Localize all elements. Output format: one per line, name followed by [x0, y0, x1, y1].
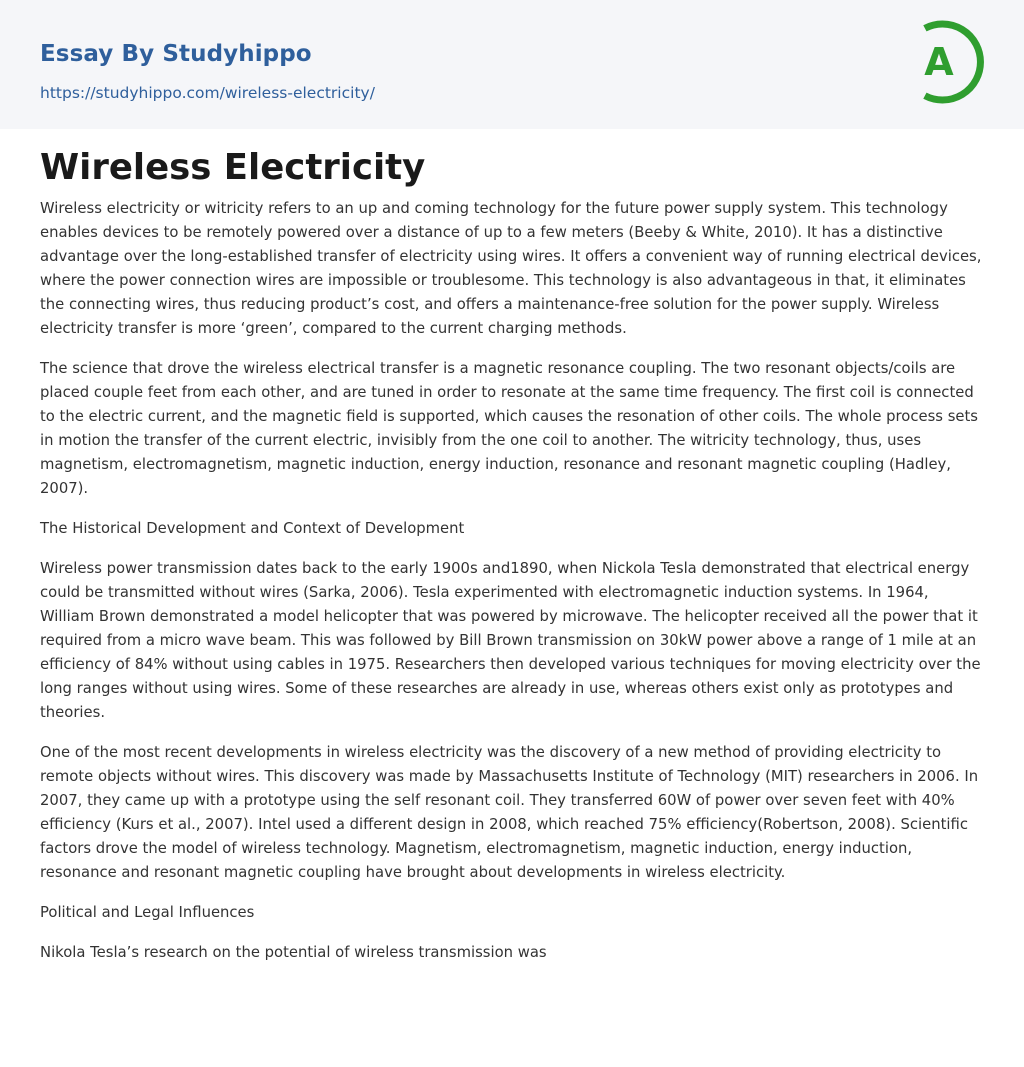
section-heading: The Historical Development and Context of Development	[40, 520, 465, 537]
site-header	[0, 0, 1024, 129]
article-paragraph: Wireless power transmission dates back to the early 1900s and1890, when Nickola Tesla demonstrated that electrical energy could be transmitted without wires (Sarka, 2006). Tesla experimented with electromagnetic induction systems. In 1964, William Brown demonstrated a model helicopter that was powered by microwave. The helicopter received all the power that it required from a micro wave beam. This was followed by Bill Brown transmission on 30kW power above a range of 1 mile at an efficiency of 84% without using cables in 1975. Researchers then developed various techniques for moving electricity over the long ranges without using wires. Some of these researches are already in use, whereas others exist only as prototypes and theories.	[40, 560, 981, 721]
article-paragraph: One of the most recent developments in wireless electricity was the discovery of a new method of providing electricity to remote objects without wires. This discovery was made by Massachusetts Institute of Technology (MIT) researchers in 2006. In 2007, they came up with a prototype using the self resonant coil. They transferred 60W of power over seven feet with 40% efficiency (Kurs et al., 2007). Intel used a different design in 2008, which reached 75% efficiency(Robertson, 2008). Scientific factors drove the model of wireless technology. Magnetism, electromagnetism, magnetic induction, energy induction, resonance and resonant magnetic coupling have brought about developments in wireless electricity.	[40, 744, 979, 881]
logo-letter: A	[924, 40, 954, 84]
section-heading: Political and Legal Influences	[40, 904, 255, 921]
studyhippo-logo-icon[interactable]	[912, 19, 986, 105]
article-paragraph: The science that drove the wireless electrical transfer is a magnetic resonance coupling. The two resonant objects/coils are placed couple feet from each other, and are tuned in order to resonate at the same time frequency. The first coil is connected to the electric current, and the magnetic field is supported, which causes the resonation of other coils. The whole process sets in motion the transfer of the current electric, invisibly from the one coil to another. The witricity technology, thus, uses magnetism, electromagnetism, magnetic induction, energy induction, resonance and resonant magnetic coupling (Hadley, 2007).	[40, 360, 979, 497]
article-paragraph: Wireless electricity or witricity refers to an up and coming technology for the future power supply system. This technology enables devices to be remotely powered over a distance of up to a few meters (Beeby & White, 2010). It has a distinctive advantage over the long-established transfer of electricity using wires. It offers a convenient way of running electrical devices, where the power connection wires are impossible or troublesome. This technology is also advantageous in that, it eliminates the connecting wires, thus reducing product’s cost, and offers a maintenance-free solution for the power supply. Wireless electricity transfer is more ‘green’, compared to the current charging methods.	[40, 200, 982, 337]
article-paragraph: Nikola Tesla’s research on the potential of wireless transmission was	[40, 944, 547, 961]
article	[40, 143, 984, 981]
source-url-link[interactable]: https://studyhippo.com/wireless-electricity/	[40, 84, 375, 102]
site-title[interactable]: Essay By Studyhippo	[40, 41, 312, 67]
article-title: Wireless Electricity	[40, 147, 426, 188]
